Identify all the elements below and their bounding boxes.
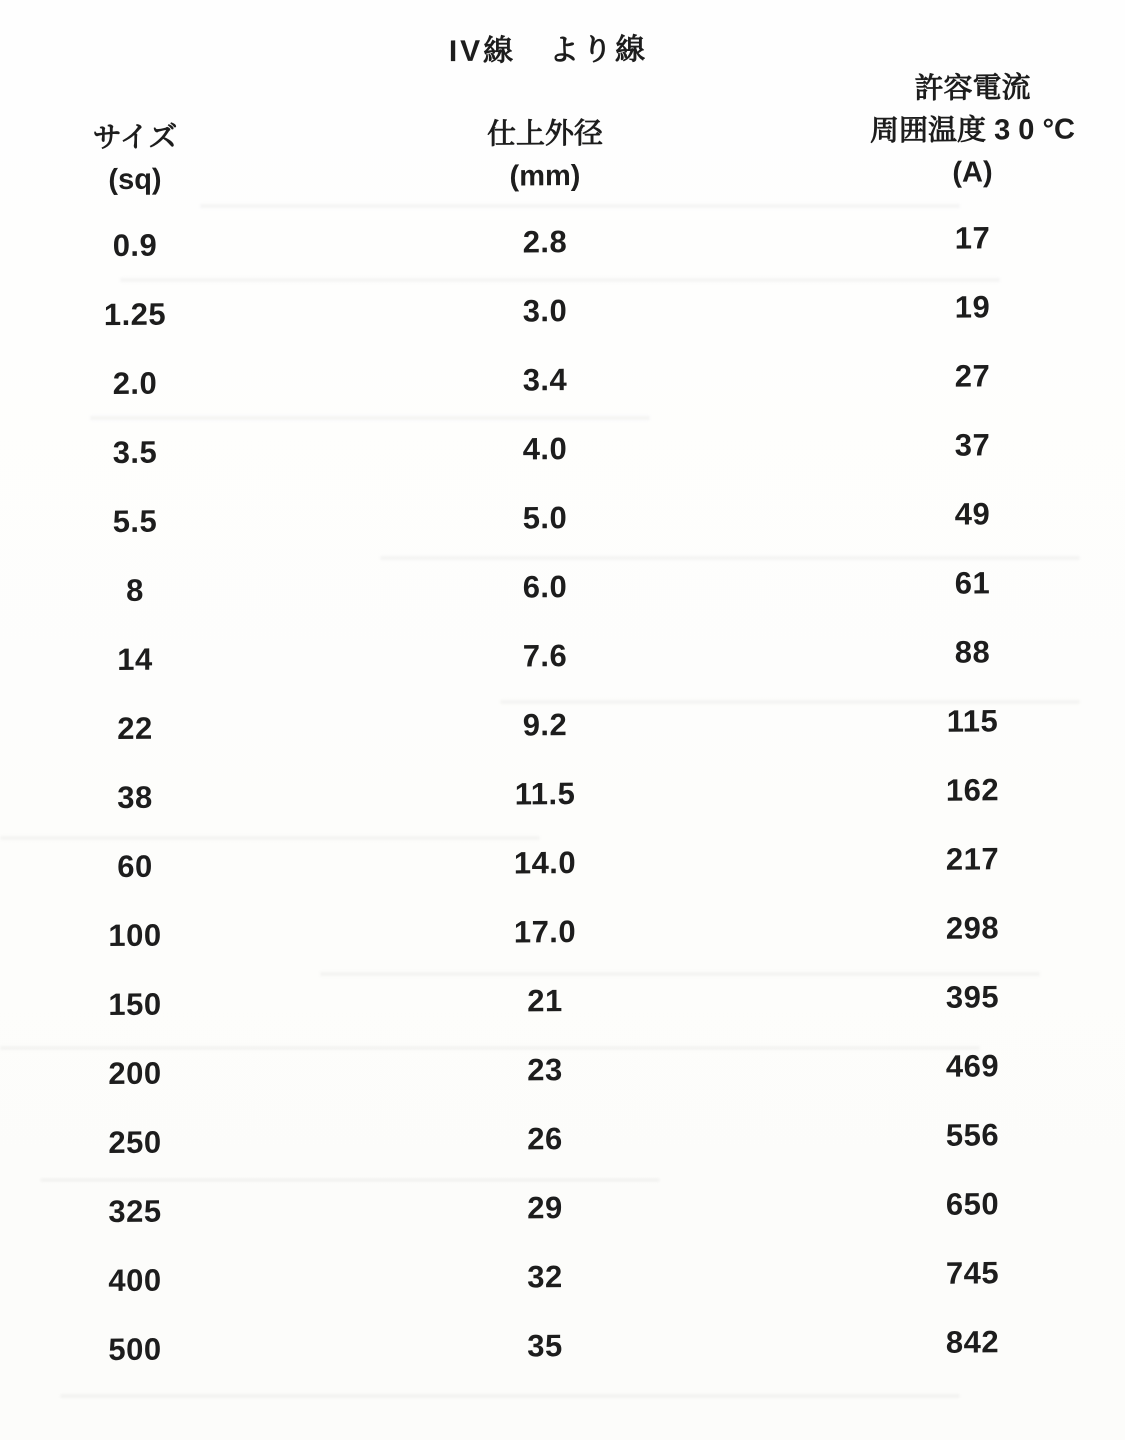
cell-size-sq: 1.25: [103, 296, 167, 332]
cell-ampacity-a: 27: [954, 357, 991, 394]
cell-size-sq: 8: [126, 572, 144, 608]
cell-size-sq: 60: [117, 848, 153, 884]
cell-size-sq: 38: [117, 779, 153, 815]
table-row: [0, 1099, 1125, 1178]
column-header-size-label: サイズ: [92, 121, 178, 155]
column-header-ampacity-condition: 周囲温度 3 0 °C: [870, 113, 1075, 148]
cell-size-sq: 0.9: [112, 227, 158, 263]
cell-od-mm: 35: [527, 1327, 563, 1363]
cell-size-sq: 14: [117, 641, 153, 677]
cell-ampacity-a: 88: [954, 633, 991, 670]
cell-od-mm: 14.0: [513, 844, 577, 881]
cell-od-mm: 4.0: [522, 430, 568, 466]
cell-ampacity-a: 842: [945, 1323, 1000, 1360]
column-header-od-unit: (mm): [509, 160, 581, 193]
cell-ampacity-a: 745: [945, 1254, 1000, 1291]
cell-size-sq: 3.5: [112, 434, 158, 470]
cell-size-sq: 22: [117, 710, 153, 746]
cell-size-sq: 5.5: [112, 503, 158, 539]
cell-size-sq: 100: [108, 917, 162, 953]
column-header-outer-diameter: [270, 111, 820, 200]
cell-ampacity-a: 162: [945, 771, 1000, 808]
cell-ampacity-a: 650: [945, 1185, 1000, 1222]
cell-ampacity-a: 469: [945, 1047, 1000, 1084]
cell-size-sq: 2.0: [112, 365, 158, 401]
cell-ampacity-a: 19: [954, 288, 991, 325]
column-header-size-unit: (sq): [108, 163, 162, 197]
column-header-ampacity-unit: (A): [952, 156, 993, 189]
column-header-od-label: 仕上外径: [486, 117, 603, 151]
cell-od-mm: 11.5: [514, 775, 576, 812]
cell-od-mm: 21: [527, 982, 563, 1018]
table-row: [0, 547, 1125, 626]
cell-size-sq: 500: [108, 1331, 162, 1367]
cell-ampacity-a: 217: [945, 840, 1000, 877]
cell-od-mm: 9.2: [522, 706, 568, 742]
document-title: IV線 より線: [448, 33, 649, 69]
table-row: [0, 202, 1125, 281]
table-row: [0, 1030, 1125, 1109]
table-row: [0, 1237, 1125, 1316]
table-header-row: [0, 66, 1125, 202]
cell-size-sq: 250: [108, 1124, 162, 1160]
column-header-size: [0, 116, 270, 202]
table-row: [0, 271, 1125, 350]
table-row: [0, 616, 1125, 695]
table-row: [0, 961, 1125, 1040]
cell-od-mm: 23: [527, 1051, 563, 1087]
table-row: [0, 340, 1125, 419]
cell-od-mm: 17.0: [513, 913, 577, 950]
column-header-ampacity: [820, 66, 1125, 195]
cell-ampacity-a: 298: [945, 909, 1000, 946]
cell-ampacity-a: 17: [954, 219, 991, 256]
table-row: [0, 1168, 1125, 1247]
cell-size-sq: 150: [108, 986, 162, 1022]
cell-od-mm: 26: [527, 1120, 563, 1156]
cell-ampacity-a: 556: [945, 1116, 1000, 1153]
table-row: [0, 409, 1125, 488]
cell-size-sq: 400: [108, 1262, 162, 1298]
cell-ampacity-a: 37: [954, 426, 991, 463]
cell-od-mm: 3.4: [522, 361, 568, 397]
table-row: [0, 754, 1125, 833]
table-row: [0, 892, 1125, 971]
cell-size-sq: 325: [108, 1193, 162, 1229]
cell-od-mm: 32: [527, 1258, 563, 1294]
cell-od-mm: 3.0: [522, 292, 568, 328]
table-body: [0, 202, 1125, 1385]
cell-ampacity-a: 115: [946, 702, 999, 739]
cell-od-mm: 2.8: [522, 223, 568, 259]
cell-od-mm: 7.6: [522, 637, 568, 673]
cell-ampacity-a: 61: [954, 564, 991, 601]
table-row: [0, 823, 1125, 902]
column-header-ampacity-label: 許容電流: [914, 72, 1031, 106]
cell-od-mm: 29: [527, 1189, 563, 1225]
cell-od-mm: 5.0: [522, 499, 568, 535]
cell-size-sq: 200: [108, 1055, 162, 1091]
table-row: [0, 478, 1125, 557]
cell-ampacity-a: 395: [945, 978, 1000, 1015]
table-row: [0, 1306, 1125, 1385]
cell-od-mm: 6.0: [522, 568, 568, 604]
table-row: [0, 685, 1125, 764]
cell-ampacity-a: 49: [954, 495, 991, 532]
